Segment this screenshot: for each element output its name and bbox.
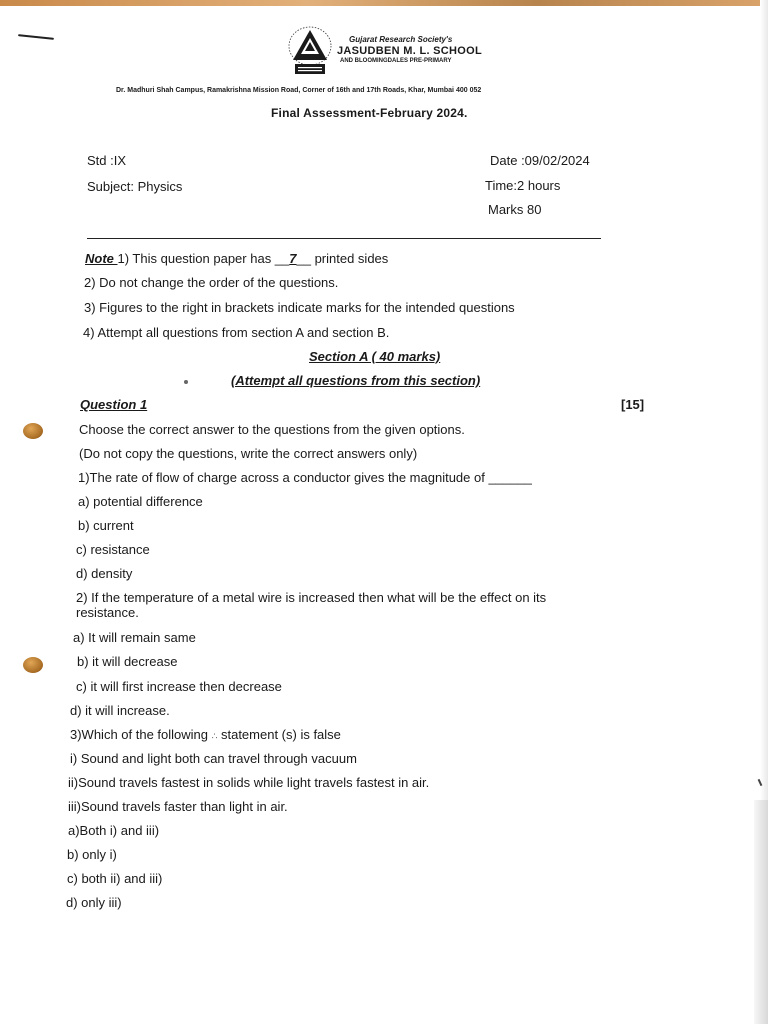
q2-option-c: c) it will first increase then decrease bbox=[76, 679, 282, 694]
q3-text-post: statement (s) is false bbox=[217, 727, 341, 742]
q3-option-b: b) only i) bbox=[67, 847, 117, 862]
q2-option-d: d) it will increase. bbox=[70, 703, 170, 718]
q1-text: 1)The rate of flow of charge across a conductor gives the magnitude of ______ bbox=[78, 470, 532, 485]
section-instruction: (Attempt all questions from this section) bbox=[231, 373, 481, 388]
q3-statement-1: i) Sound and light both can travel through vacuum bbox=[70, 751, 357, 766]
question-1-marks: [15] bbox=[621, 397, 645, 412]
paper-right-edge-shadow bbox=[754, 800, 768, 1024]
school-address: Dr. Madhuri Shah Campus, Ramakrishna Mission Road, Corner of 16th and 17th Roads, Khar, Mumbai 400 052 bbox=[116, 87, 482, 94]
question-1-title: Question 1 bbox=[80, 397, 148, 412]
q2-text-line1: 2) If the temperature of a metal wire is increased then what will be the effect on its bbox=[76, 590, 547, 605]
note-3: 3) Figures to the right in brackets indicate marks for the intended questions bbox=[84, 300, 515, 315]
q2-text-line2: resistance. bbox=[76, 605, 139, 620]
q3-dots: ∴ bbox=[211, 731, 218, 741]
q2-option-a: a) It will remain same bbox=[73, 630, 196, 645]
q1-option-b: b) current bbox=[78, 518, 134, 533]
section-title: Section A ( 40 marks) bbox=[309, 349, 441, 364]
school-logo-icon bbox=[287, 26, 333, 76]
q3-text-pre: 3)Which of the following bbox=[70, 727, 212, 742]
punch-hole-bottom bbox=[23, 657, 43, 673]
society-name: Gujarat Research Society's bbox=[349, 35, 453, 44]
q1-option-a: a) potential difference bbox=[78, 494, 203, 509]
q3-text bbox=[70, 727, 341, 742]
pen-mark bbox=[18, 34, 54, 40]
note-1 bbox=[85, 251, 388, 266]
q3-option-d: d) only iii) bbox=[66, 895, 122, 910]
note-1-page-count: 7 bbox=[289, 251, 297, 266]
note-1-text-pre: 1) This question paper has __ bbox=[117, 251, 290, 266]
q2-option-b: b) it will decrease bbox=[77, 654, 178, 669]
punch-hole-top bbox=[23, 423, 43, 439]
school-name: JASUDBEN M. L. SCHOOL bbox=[337, 45, 483, 57]
subject-label: Subject: Physics bbox=[87, 179, 183, 194]
q1-option-c: c) resistance bbox=[76, 542, 150, 557]
time-label: Time:2 hours bbox=[485, 178, 561, 193]
q3-option-c: c) both ii) and iii) bbox=[67, 871, 163, 886]
q3-statement-2: ii)Sound travels fastest in solids while light travels fastest in air. bbox=[68, 775, 430, 790]
exam-title: Final Assessment-February 2024. bbox=[271, 106, 468, 120]
note-4: 4) Attempt all questions from section A and section B. bbox=[83, 325, 390, 340]
ink-speck bbox=[184, 380, 188, 384]
q3-option-a: a)Both i) and iii) bbox=[68, 823, 160, 838]
question-1-instruction: Choose the correct answer to the questions from the given options. bbox=[79, 422, 465, 437]
question-1-instruction-note: (Do not copy the questions, write the correct answers only) bbox=[79, 446, 418, 461]
note-label: Note bbox=[85, 251, 118, 266]
header-divider bbox=[87, 238, 601, 239]
paper-top-edge bbox=[0, 0, 768, 6]
date-label: Date :09/02/2024 bbox=[490, 153, 590, 168]
note-1-text-post: __ printed sides bbox=[296, 251, 389, 266]
note-2: 2) Do not change the order of the questions. bbox=[84, 275, 339, 290]
marks-label: Marks 80 bbox=[488, 202, 542, 217]
std-label: Std :IX bbox=[87, 153, 127, 168]
school-subtitle: AND BLOOMINGDALES PRE-PRIMARY bbox=[340, 58, 452, 64]
q1-option-d: d) density bbox=[76, 566, 133, 581]
q3-statement-3: iii)Sound travels faster than light in air. bbox=[68, 799, 288, 814]
